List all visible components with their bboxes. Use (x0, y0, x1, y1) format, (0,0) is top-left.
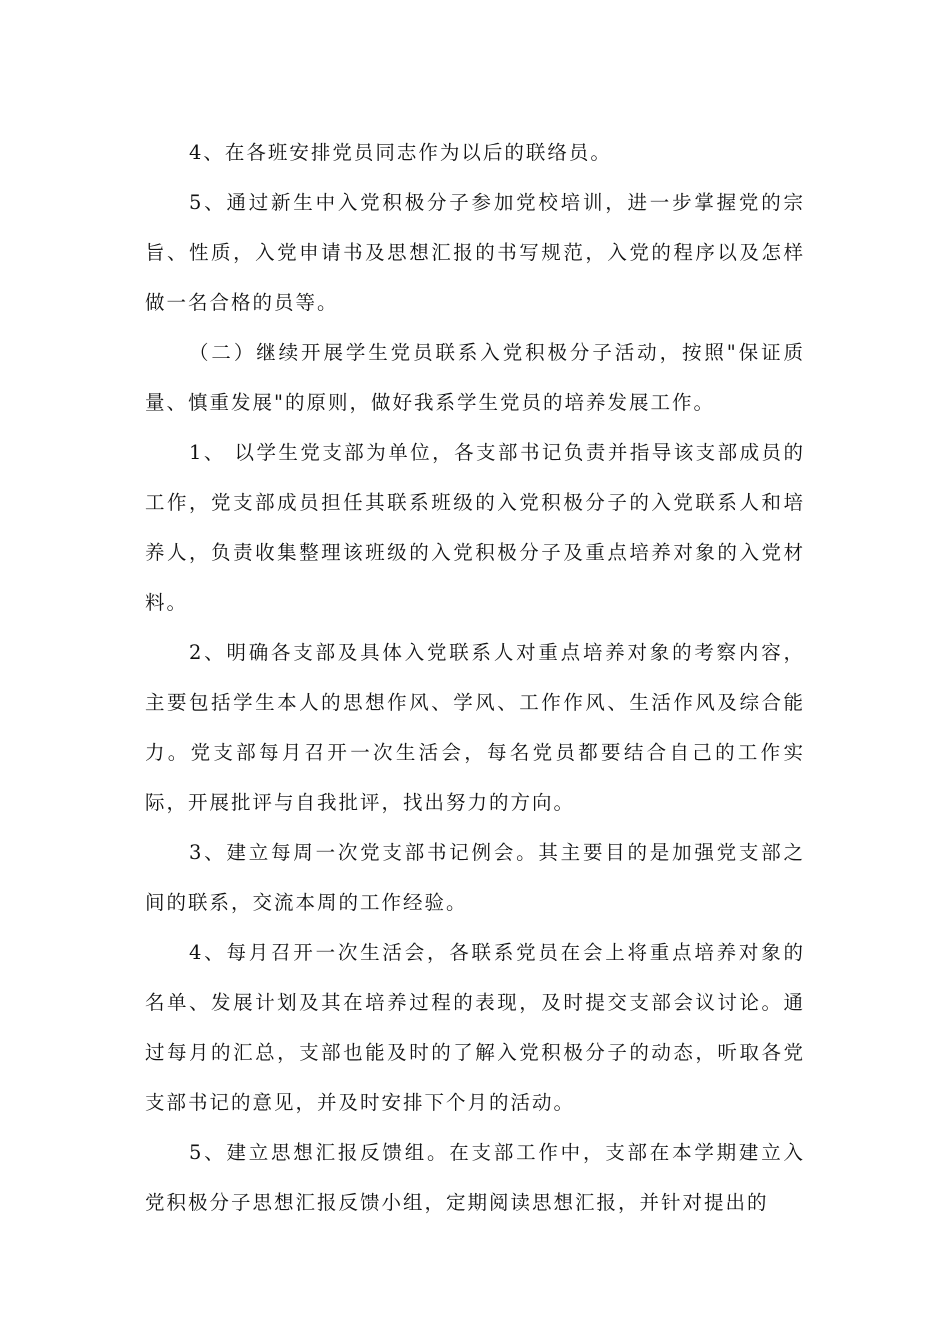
paragraph-item-5-party-school: 5、通过新生中入党积极分子参加党校培训，进一步掌握党的宗旨、性质，入党申请书及思想汇报的书写规范，入党的程序以及怎样做一名合格的员等。 (145, 191, 805, 314)
paragraph-item-1-branch-unit: 1、 以学生党支部为单位，各支部书记负责并指导该支部成员的工作，党支部成员担任其联系班级的入党积极分子的入党联系人和培养人，负责收集整理该班级的入党积极分子及重点培养对象的入党材料。 (145, 441, 805, 614)
paragraph-item-5-feedback-group: 5、建立思想汇报反馈组。在支部工作中，支部在本学期建立入党积极分子思想汇报反馈小组，定期阅读思想汇报，并针对提出的 (145, 1141, 805, 1214)
section-heading-2: （二）继续开展学生党员联系入党积极分子活动，按照"保证质量、慎重发展"的原则，做好我系学生党员的培养发展工作。 (145, 341, 805, 414)
paragraph-item-4-liaison: 4、在各班安排党员同志作为以后的联络员。 (189, 141, 612, 164)
document-body (145, 128, 805, 1228)
paragraph-item-2-evaluation: 2、明确各支部及具体入党联系人对重点培养对象的考察内容，主要包括学生本人的思想作风、学风、工作作风、生活作风及综合能力。党支部每月召开一次生活会，每名党员都要结合自己的工作实际，开展批评与自我批评，找出努力的方向。 (145, 641, 805, 814)
paragraph-item-3-weekly-meeting: 3、建立每周一次党支部书记例会。其主要目的是加强党支部之间的联系，交流本周的工作经验。 (145, 841, 805, 914)
paragraph-item-4-monthly-meeting: 4、每月召开一次生活会，各联系党员在会上将重点培养对象的名单、发展计划及其在培养过程的表现，及时提交支部会议讨论。通过每月的汇总，支部也能及时的了解入党积极分子的动态，听取各党支部书记的意见，并及时安排下个月的活动。 (145, 941, 805, 1114)
